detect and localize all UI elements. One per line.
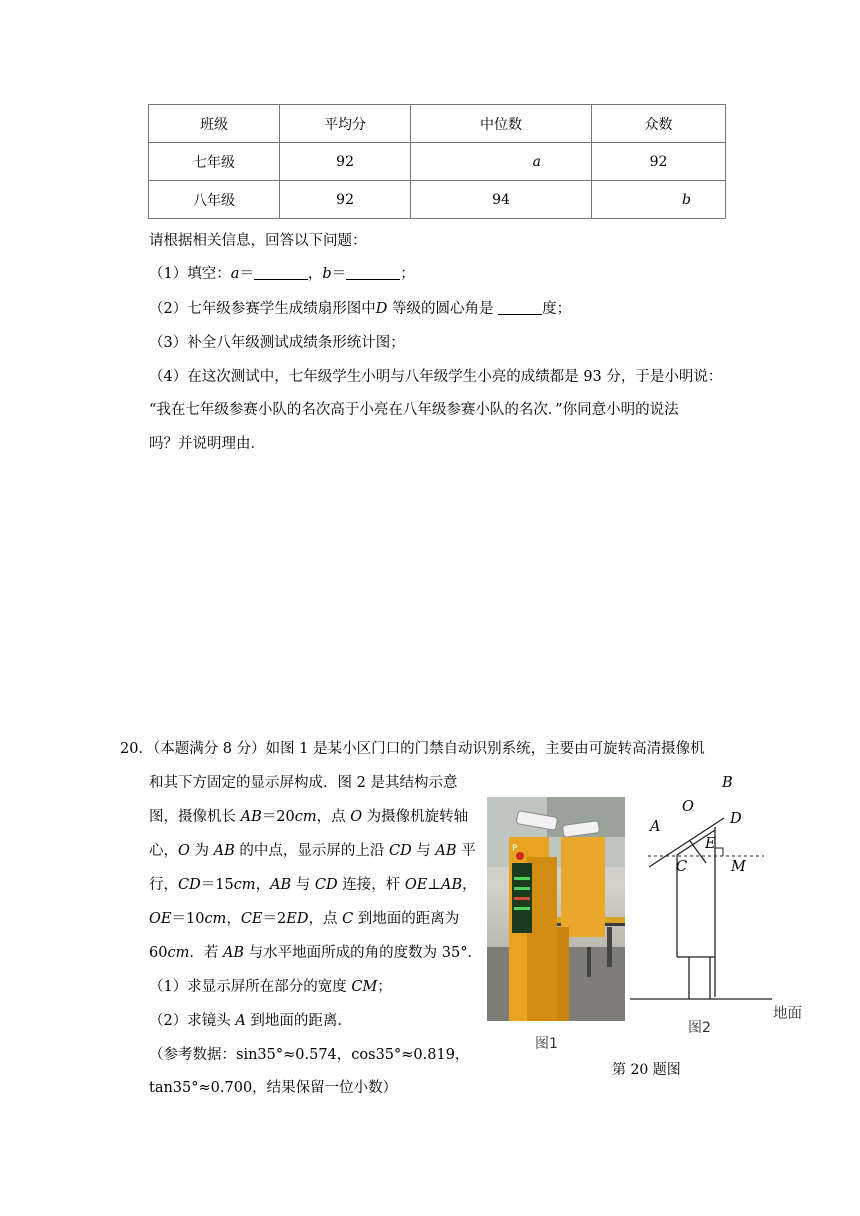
reference-data-line1: （参考数据：sin35°≈0.574，cos35°≈0.819， bbox=[149, 1047, 470, 1063]
problem-20-line3 bbox=[149, 805, 468, 826]
text-run: 与水平地面所成的角的度数为 35°． bbox=[244, 945, 482, 961]
sub-question-1 bbox=[149, 975, 392, 996]
math-run: AB bbox=[213, 843, 235, 859]
question-3: （3）补全八年级测试成绩条形统计图； bbox=[149, 335, 405, 351]
q2-middle: 等级的圆心角是 bbox=[387, 301, 499, 317]
header-cell: 中位数 bbox=[411, 105, 592, 143]
text-run: ⊥ bbox=[427, 877, 441, 893]
diagram-caption: 图2 bbox=[688, 1020, 711, 1036]
math-run: AB bbox=[222, 945, 245, 961]
text-run: ＝2 bbox=[262, 911, 287, 927]
problem-20-line6 bbox=[149, 907, 459, 928]
text-run: ； bbox=[377, 979, 392, 995]
table-row bbox=[149, 181, 726, 219]
table-cell: 七年级 bbox=[149, 143, 280, 181]
median-variable: a bbox=[532, 153, 541, 170]
mode-variable: b bbox=[682, 191, 691, 208]
gate-photo bbox=[487, 797, 625, 1021]
table-cell bbox=[591, 181, 725, 219]
math-run: ED bbox=[286, 911, 309, 927]
math-run: cm bbox=[167, 945, 190, 961]
q1-end: ； bbox=[400, 266, 415, 282]
math-run: A bbox=[235, 1013, 246, 1029]
problem-20-line7 bbox=[149, 941, 482, 962]
text-run: ，点 bbox=[308, 911, 343, 927]
blank-b[interactable] bbox=[346, 265, 400, 280]
label-c: C bbox=[676, 859, 688, 875]
text-run: 心， bbox=[149, 843, 178, 859]
stats-table bbox=[148, 104, 726, 219]
text-run: 到地面的距离． bbox=[245, 1013, 352, 1029]
header-cell: 众数 bbox=[591, 105, 725, 143]
q2-end: 度； bbox=[542, 301, 572, 317]
math-run: OE bbox=[149, 911, 172, 927]
text-run: 与 bbox=[411, 843, 436, 859]
blank-angle[interactable] bbox=[498, 300, 542, 315]
header-cell: 班级 bbox=[149, 105, 280, 143]
math-run: CM bbox=[351, 979, 378, 995]
intro-text: 请根据相关信息，回答以下问题： bbox=[149, 233, 367, 249]
math-run: cm bbox=[204, 911, 227, 927]
blank-a[interactable] bbox=[254, 265, 308, 280]
text-run: （2）求镜头 bbox=[149, 1013, 236, 1029]
sub-question-2 bbox=[149, 1009, 352, 1030]
table-cell: 92 bbox=[280, 143, 411, 181]
text-run: ＝20 bbox=[261, 809, 295, 825]
q2-prefix: （2）七年级参赛学生成绩扇形图中 bbox=[149, 301, 376, 317]
screen-letter: P bbox=[512, 844, 518, 854]
text-run: ， bbox=[462, 877, 477, 893]
math-run: AB bbox=[270, 877, 292, 893]
problem-20-line5 bbox=[149, 873, 477, 894]
table-cell: 94 bbox=[411, 181, 592, 219]
math-run: CE bbox=[240, 911, 263, 927]
text-run: 与 bbox=[291, 877, 315, 893]
label-b: B bbox=[722, 775, 733, 791]
text-run: ， bbox=[226, 911, 241, 927]
question-4-line1: （4）在这次测试中，七年级学生小明与八年级学生小亮的成绩都是 93 分，于是小明说： bbox=[149, 369, 723, 385]
label-m: M bbox=[731, 859, 746, 875]
q1-eq-a: ＝ bbox=[239, 266, 254, 282]
text-run: ．若 bbox=[189, 945, 223, 961]
var-b: b bbox=[322, 266, 332, 282]
text-run: ， bbox=[255, 877, 271, 893]
var-a: a bbox=[230, 266, 240, 282]
photo-caption: 图1 bbox=[535, 1036, 558, 1052]
question-4-line3: 吗？并说明理由． bbox=[149, 436, 265, 452]
q1-eq-b: ＝ bbox=[331, 266, 347, 282]
table-row bbox=[149, 143, 726, 181]
math-run: AB bbox=[240, 809, 262, 825]
table-cell: 92 bbox=[280, 181, 411, 219]
math-run: O bbox=[178, 843, 190, 859]
question-1 bbox=[149, 262, 415, 283]
text-run: ＝15 bbox=[200, 877, 234, 893]
ground-label: 地面 bbox=[773, 1006, 802, 1022]
text-run: （1）求显示屏所在部分的宽度 bbox=[149, 979, 352, 995]
q1-prefix: （1）填空： bbox=[149, 266, 231, 282]
header-cell: 平均分 bbox=[280, 105, 411, 143]
text-run: ，点 bbox=[316, 809, 351, 825]
gate-photo-drawing bbox=[487, 797, 625, 1021]
text-run: 到地面的距离为 bbox=[353, 911, 460, 927]
label-d: D bbox=[730, 811, 742, 827]
text-run: 的中点，显示屏的上沿 bbox=[234, 843, 389, 859]
math-run: CD bbox=[314, 877, 338, 893]
math-run: CD bbox=[178, 877, 201, 893]
problem-20-line1: 20．（本题满分 8 分）如图 1 是某小区门口的门禁自动识别系统，主要由可旋转高清摄像机 bbox=[120, 741, 705, 757]
figure-caption: 第 20 题图 bbox=[612, 1062, 681, 1078]
math-run: AB bbox=[435, 843, 457, 859]
text-run: 行， bbox=[149, 877, 178, 893]
text-run: 为摄像机旋转轴 bbox=[362, 809, 469, 825]
math-run: C bbox=[342, 911, 354, 927]
math-run: OE bbox=[404, 877, 428, 893]
math-run: CD bbox=[388, 843, 412, 859]
text-run: 图，摄像机长 bbox=[149, 809, 241, 825]
math-run: cm bbox=[294, 809, 317, 825]
question-2 bbox=[149, 297, 571, 318]
problem-20-line2: 和其下方固定的显示屏构成．图 2 是其结构示意 bbox=[149, 775, 458, 791]
var-d: D bbox=[375, 301, 388, 317]
q1-comma: ， bbox=[307, 266, 323, 282]
label-e: E bbox=[705, 836, 716, 852]
math-run: O bbox=[350, 809, 363, 825]
reference-data-line2: tan35°≈0.700，结果保留一位小数） bbox=[149, 1080, 398, 1096]
text-run: 60 bbox=[149, 945, 168, 961]
text-run: 连接，杆 bbox=[337, 877, 405, 893]
math-run: AB bbox=[441, 877, 463, 893]
table-cell: 92 bbox=[591, 143, 725, 181]
structure-diagram bbox=[620, 770, 810, 1040]
label-a: A bbox=[650, 819, 661, 835]
label-o: O bbox=[682, 799, 694, 815]
text-run: 为 bbox=[189, 843, 214, 859]
question-4-line2: “我在七年级参赛小队的名次高于小亮在八年级参赛小队的名次．”你同意小明的说法 bbox=[149, 402, 679, 418]
math-run: cm bbox=[233, 877, 256, 893]
table-cell: 八年级 bbox=[149, 181, 280, 219]
text-run: ＝10 bbox=[171, 911, 205, 927]
table-header-row bbox=[149, 105, 726, 143]
table-cell bbox=[411, 143, 592, 181]
text-run: 平 bbox=[456, 843, 476, 859]
problem-20-line4 bbox=[149, 839, 476, 860]
